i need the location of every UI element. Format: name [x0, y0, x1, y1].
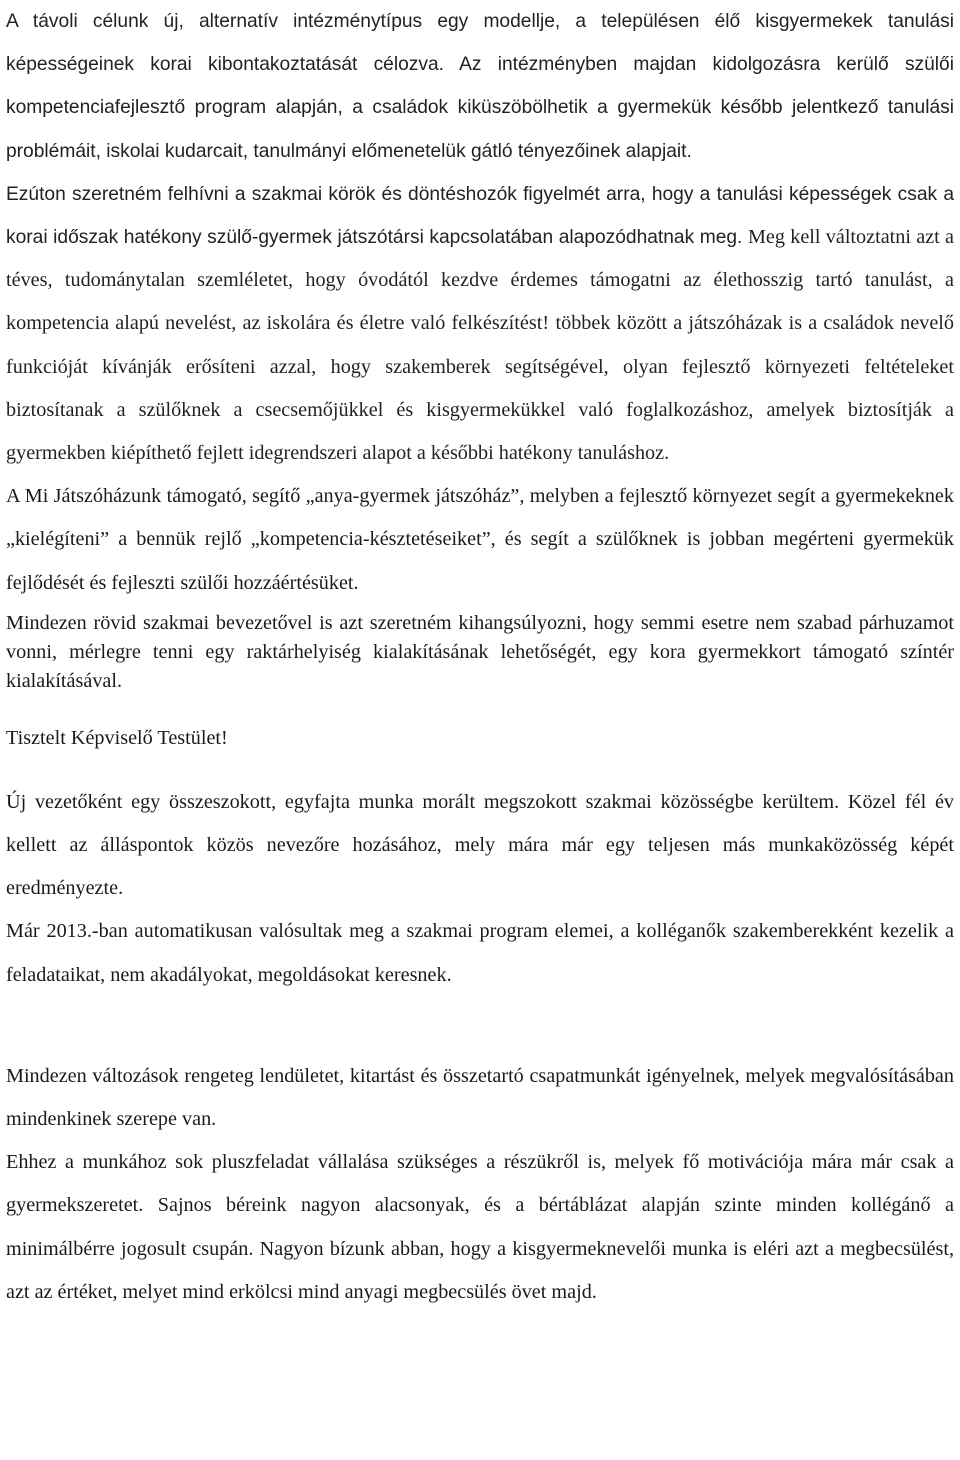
paragraph-goal — [6, 0, 954, 173]
paragraph-intro-summary — [6, 609, 954, 696]
paragraph-2013-text: Már 2013.-ban automatikusan valósultak meg a szakmai program elemei, a kolléganők szakemberekként kezelik a feladataikat, nem akadályokat, megoldásokat keresnek. — [6, 920, 954, 986]
salutation — [6, 724, 954, 753]
document-page — [6, 0, 954, 1314]
paragraph-changes-text: Mindezen változások rengeteg lendületet, kitartást és összetartó csapatmunkát igényelnek, melyek megvalósításában mindenkinek szerepe van. — [6, 1064, 954, 1131]
paragraph-2013 — [6, 910, 954, 996]
paragraph-new-leader-text: Új vezetőként egy összeszokott, egyfajta munka morált megszokott szakmai közösségbe kerültem. Közel fél év kellett az álláspontok közös nevezőre hozásához, mely mára már egy teljesen más munkaközösség képét eredményezte. — [6, 790, 954, 900]
paragraph-wages — [6, 1141, 954, 1314]
paragraph-new-leader — [6, 781, 954, 911]
paragraph-intro-summary-text: Mindezen rövid szakmai bevezetővel is azt szeretném kihangsúlyozni, hogy semmi esetre nem szabad párhuzamot vonni, mérlegre tenni egy raktárhelyiség kialakításának lehetőségét, egy kora gyermekkort támogató színtér kialakításával. — [6, 611, 954, 692]
paragraph-our-playhouse-text: A Mi Játszóházunk támogató, segítő „anya-gyermek játszóház”, melyben a fejlesztő környezet segít a gyermekeknek „kielégíteni” a bennük rejlő „kompetencia-késztetéseiket”, és segít a szülőknek is jobban megérteni gyermekük fejlődését és fejleszti szülői hozzáértésüket. — [6, 485, 954, 594]
salutation-text: Tisztelt Képviselő Testület! — [6, 726, 228, 749]
paragraph-changes — [6, 1055, 954, 1141]
paragraph-call-serif-text: Meg kell változtatni azt a téves, tudománytalan szemléletet, hogy óvodától kezdve érdemes támogatni az élethosszig tartó tanulást, a kompetencia alapú nevelést, az iskolára és életre való felkészítést! — [6, 226, 954, 335]
paragraph-call-sans-text: Ezúton szeretném felhívni a szakmai körök és döntéshozók figyelmét arra, hogy a tanulási képességek csak a korai időszak hatékony szülő-gyermek játszótársi kapcsolatában alapozódhatnak meg. — [6, 183, 954, 249]
paragraph-wages-text: Ehhez a munkához sok pluszfeladat vállalása szükséges a részükről is, melyek fő motivációja mára már csak a gyermekszeretet. Sajnos béreink nagyon alacsonyak, és a bértáblázat alapján szinte minden kollégánő a minimálbérre jogosult csupán. Nagyon bízunk abban, hogy a kisgyermeknevelői munka is eléri azt a megbecsülést, azt az értéket, melyet mind erkölcsi mind anyagi megbecsülés övet majd. — [6, 1151, 954, 1303]
paragraph-our-playhouse — [6, 475, 954, 605]
paragraph-call — [6, 173, 954, 475]
paragraph-goal-text: A távoli célunk új, alternatív intézménytípus egy modellje, a településen élő kisgyermekek tanulási képességeinek korai kibontakoztatását célozva. Az intézményben majdan kidolgozásra kerülő szülői kompetenciafejlesztő program alapján, a családok kiküszöbölhetik a gyermekük később jelentkező tanulási problémáit, iskolai kudarcait, tanulmányi előmenetelük gátló tényezőinek alapjait. — [6, 11, 954, 162]
paragraph-playhouses-text: többek között a játszóházak is a családok nevelő funkcióját kívánják erősíteni azzal, hogy szakemberek segítségével, olyan fejlesztő környezeti feltételeket biztosítanak a szülőknek a csecsemőjükkel és kisgyermekükkel való foglalkozáshoz, amelyek biztosítják a gyermekben kiépíthető fejlett idegrendszeri alapot a későbbi hatékony tanuláshoz. — [6, 312, 954, 465]
